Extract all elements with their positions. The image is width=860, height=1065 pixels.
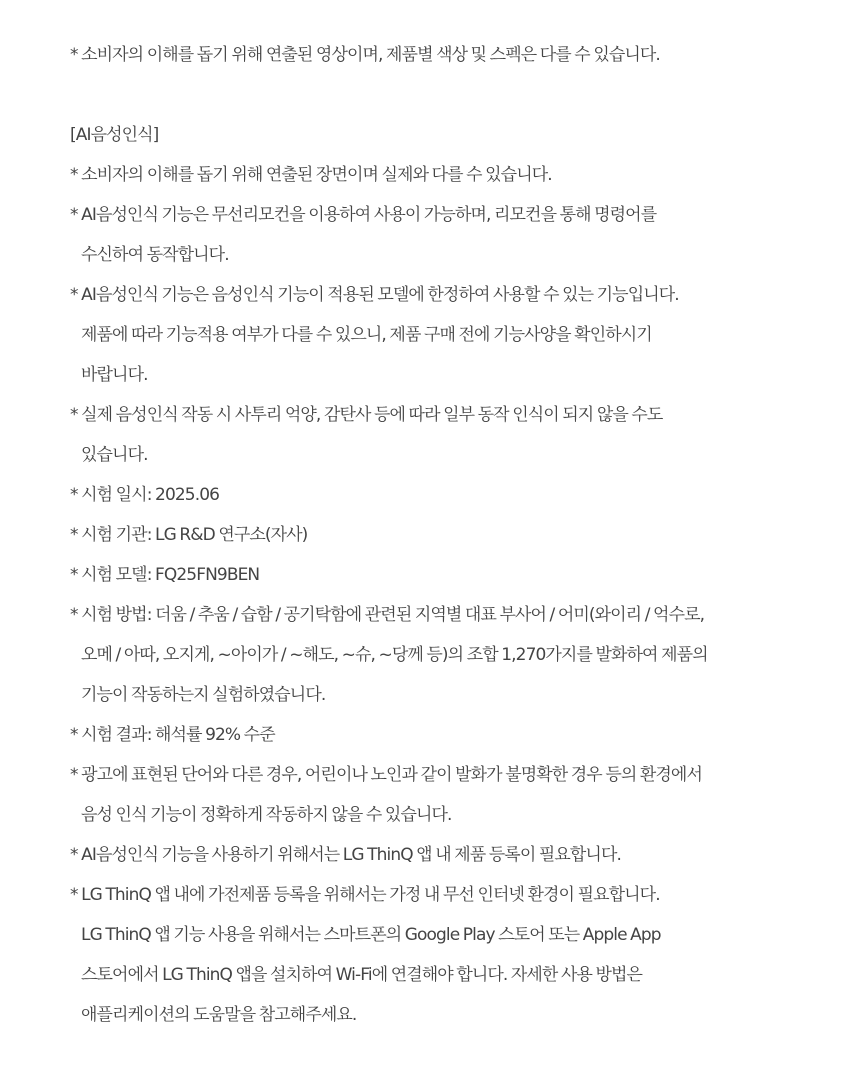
- note-line: * 시험 결과: 해석률 92% 수준: [70, 725, 275, 745]
- note-continuation-line: 스토어에서 LG ThinQ 앱을 설치하여 Wi-Fi에 연결해야 합니다. 자세한 사용 방법은: [81, 965, 643, 985]
- note-line: * 실제 음성인식 작동 시 사투리 억양, 감탄사 등에 따라 일부 동작 인식이 되지 않을 수도: [70, 405, 663, 425]
- disclaimer-note: [70, 195, 840, 275]
- disclaimer-note: [70, 395, 840, 475]
- note-line: * 시험 일시: 2025.06: [70, 485, 220, 505]
- note-line: * AI음성인식 기능을 사용하기 위해서는 LG ThinQ 앱 내 제품 등록이 필요합니다.: [70, 845, 621, 865]
- disclaimer-note: [70, 715, 840, 755]
- note-continuation-line: 있습니다.: [81, 445, 148, 465]
- disclaimer-note: [70, 875, 840, 1035]
- section-title-ai-voice-recognition: [AI음성인식]: [70, 125, 159, 145]
- disclaimer-note: [70, 835, 840, 875]
- note-line: * 광고에 표현된 단어와 다른 경우, 어린이나 노인과 같이 발화가 불명확한 경우 등의 환경에서: [70, 765, 702, 785]
- note-continuation-line: 바랍니다.: [81, 365, 148, 385]
- note-continuation-line: 수신하여 동작합니다.: [81, 245, 229, 265]
- note-continuation-line: 음성 인식 기능이 정확하게 작동하지 않을 수 있습니다.: [81, 805, 452, 825]
- note-line: * 시험 방법: 더움 / 추움 / 습함 / 공기탁함에 관련된 지역별 대표 부사어 / 어미(와이리 / 억수로,: [70, 605, 705, 625]
- disclaimer-note: [70, 155, 840, 195]
- note-line: * 시험 기관: LG R&D 연구소(자사): [70, 525, 308, 545]
- note-continuation-line: 기능이 작동하는지 실험하였습니다.: [81, 685, 326, 705]
- note-line: * 소비자의 이해를 돕기 위해 연출된 장면이며 실제와 다를 수 있습니다.: [70, 165, 552, 185]
- disclaimer-note: [70, 275, 840, 395]
- note-line: * AI음성인식 기능은 무선리모컨을 이용하여 사용이 가능하며, 리모컨을 통해 명령어를: [70, 205, 657, 225]
- note-continuation-line: 오메 / 아따, 오지게, ~아이가 / ~해도, ~슈, ~당께 등)의 조합 1,270가지를 발화하여 제품의: [81, 645, 708, 665]
- disclaimer-page: [0, 35, 860, 1065]
- disclaimer-note: [70, 475, 840, 515]
- disclaimer-note: [70, 595, 840, 715]
- disclaimer-note: [70, 555, 840, 595]
- note-line: * LG ThinQ 앱 내에 가전제품 등록을 위해서는 가정 내 무선 인터넷 환경이 필요합니다.: [70, 885, 660, 905]
- note-continuation-line: 제품에 따라 기능적용 여부가 다를 수 있으니, 제품 구매 전에 기능사양을 확인하시기: [81, 325, 652, 345]
- note-line: * 시험 모델: FQ25FN9BEN: [70, 565, 260, 585]
- disclaimer-note: [70, 755, 840, 835]
- disclaimer-notes-list: [70, 155, 840, 1035]
- note-line: * AI음성인식 기능은 음성인식 기능이 적용된 모델에 한정하여 사용할 수 있는 기능입니다.: [70, 285, 679, 305]
- note-continuation-line: 애플리케이션의 도움말을 참고해주세요.: [81, 1005, 357, 1025]
- note-continuation-line: LG ThinQ 앱 기능 사용을 위해서는 스마트폰의 Google Play 스토어 또는 Apple App: [81, 925, 661, 945]
- disclaimer-note: [70, 515, 840, 555]
- video-disclaimer-note: * 소비자의 이해를 돕기 위해 연출된 영상이며, 제품별 색상 및 스펙은 다를 수 있습니다.: [70, 45, 660, 65]
